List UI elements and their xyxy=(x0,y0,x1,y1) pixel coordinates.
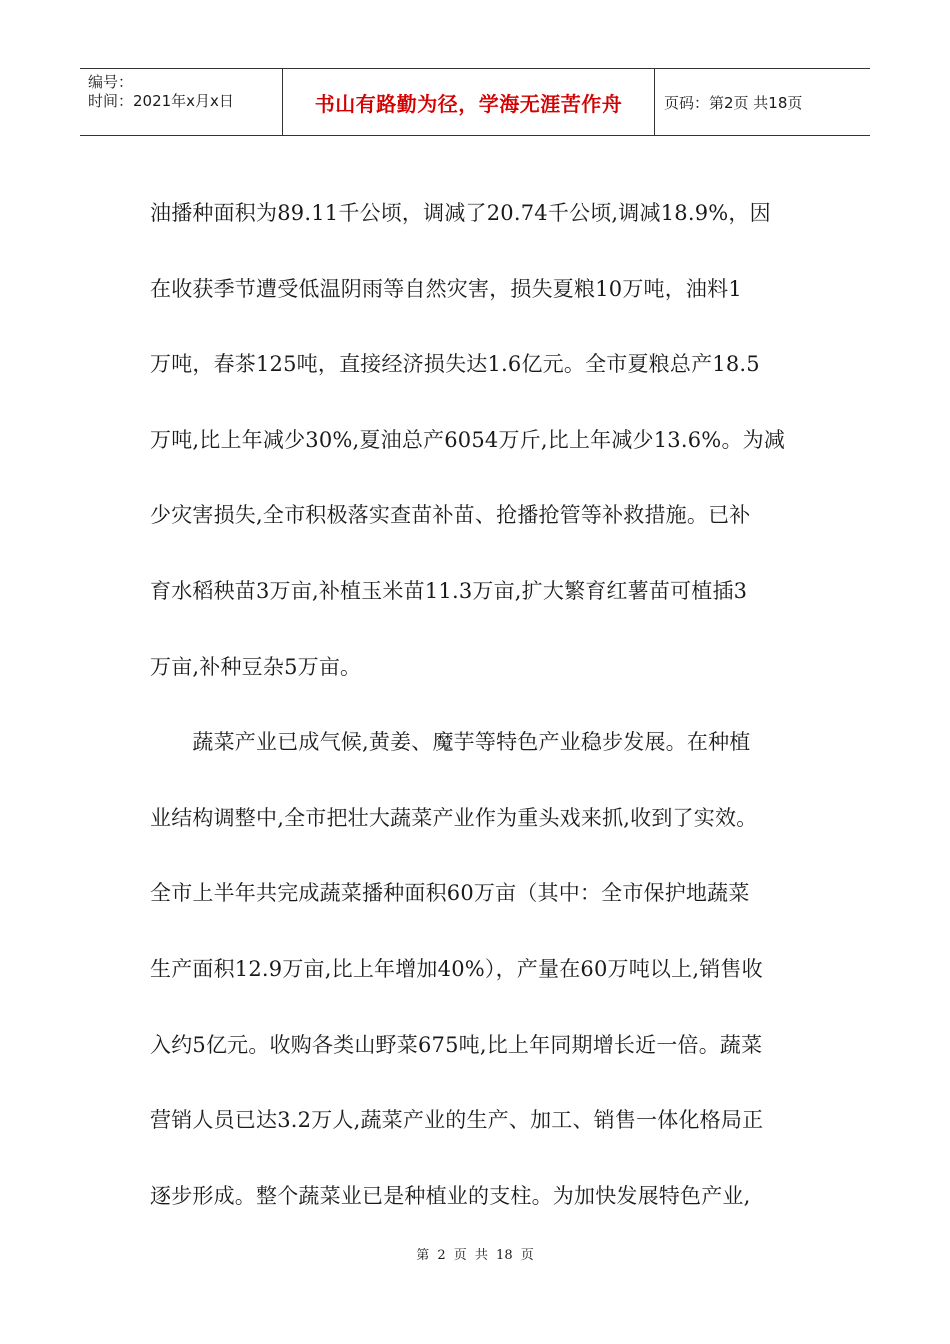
document-body xyxy=(150,176,800,1234)
body-line: 少灾害损失,全市积极落实查苗补苗、抢播抢管等补救措施。已补 xyxy=(150,503,751,528)
body-line: 万吨,比上年减少30%,夏油总产6054万斤,比上年减少13.6%。为减 xyxy=(150,427,786,452)
body-line: 营销人员已达3.2万人,蔬菜产业的生产、加工、销售一体化格局正 xyxy=(150,1108,764,1133)
document-number-label: 编号： xyxy=(88,73,134,91)
body-line: 蔬菜产业已成气候,黄姜、魔芋等特色产业稳步发展。在种植 xyxy=(150,730,751,755)
header-motto: 书山有路勤为径，学海无涯苦作舟 xyxy=(314,91,623,116)
body-line: 逐步形成。整个蔬菜业已是种植业的支柱。为加快发展特色产业, xyxy=(150,1183,751,1208)
body-line: 万吨，春茶125吨，直接经济损失达1.6亿元。全市夏粮总产18.5 xyxy=(150,352,760,377)
header-page-info: 页码：第2页 共18页 xyxy=(664,93,803,112)
body-line: 油播种面积为89.11千公顷，调减了20.74千公顷,调减18.9%，因 xyxy=(150,201,771,225)
body-line: 万亩,补种豆杂5万亩。 xyxy=(150,654,362,679)
document-date-label: 时间：2021年x月x日 xyxy=(88,92,234,110)
body-line: 全市上半年共完成蔬菜播种面积60万亩（其中：全市保护地蔬菜 xyxy=(150,881,750,906)
body-line: 业结构调整中,全市把壮大蔬菜产业作为重头戏来抓,收到了实效。 xyxy=(150,805,758,830)
body-line: 生产面积12.9万亩,比上年增加40%），产量在60万吨以上,销售收 xyxy=(150,956,763,981)
header-motto-cell xyxy=(282,69,655,135)
page-header xyxy=(80,68,870,136)
page-footer: 第 2 页 共 18 页 xyxy=(416,1248,534,1263)
body-line: 入约5亿元。收购各类山野菜675吨,比上年同期增长近一倍。蔬菜 xyxy=(150,1032,763,1057)
body-line: 在收获季节遭受低温阴雨等自然灾害，损失夏粮10万吨，油料1 xyxy=(150,276,742,301)
body-line: 育水稻秧苗3万亩,补植玉米苗11.3万亩,扩大繁育红薯苗可植插3 xyxy=(150,578,748,603)
header-meta xyxy=(80,69,282,135)
